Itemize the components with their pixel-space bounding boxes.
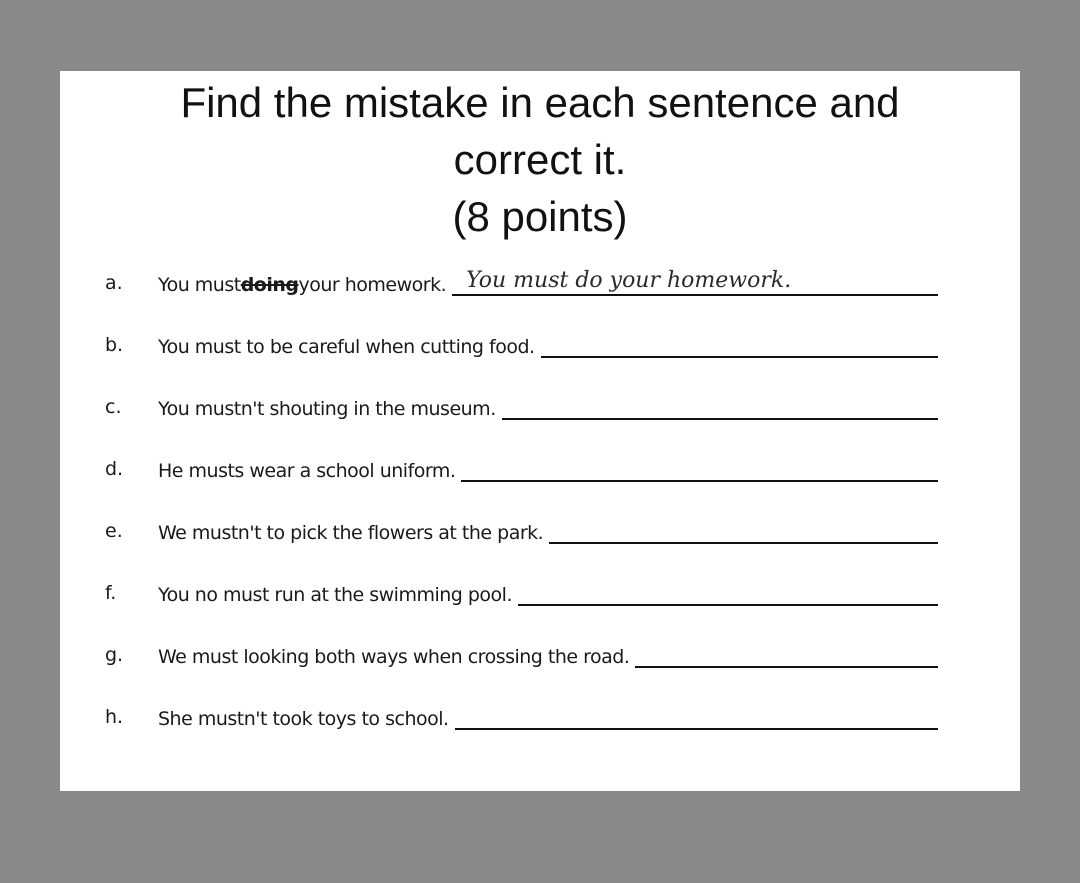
sentence-end: your homework.: [298, 274, 447, 296]
item-sentence: [158, 332, 938, 358]
sentence-text: You mustn't shouting in the museum.: [158, 398, 496, 420]
exercise-item-f: [60, 574, 1020, 614]
item-letter: f.: [105, 582, 117, 604]
answer-line[interactable]: [502, 394, 938, 420]
item-letter: d.: [105, 458, 124, 480]
sentence-start: You must: [158, 274, 241, 296]
exercise-item-c: [60, 388, 1020, 428]
exercise-item-e: [60, 512, 1020, 552]
title-line-2: correct it.: [453, 136, 627, 183]
item-letter: c.: [105, 396, 122, 418]
item-sentence: [158, 518, 938, 544]
exercise-item-d: [60, 450, 1020, 490]
title-line-1: Find the mistake in each sentence and: [180, 79, 900, 126]
answer-line[interactable]: [541, 332, 938, 358]
item-letter: g.: [105, 644, 124, 666]
struck-mistake: doing: [240, 274, 299, 296]
item-letter: a.: [105, 272, 123, 294]
exercise-item-b: [60, 326, 1020, 366]
answer-line[interactable]: [461, 456, 938, 482]
sentence-text: You must to be careful when cutting food.: [158, 336, 535, 358]
handwritten-answer: You must do your homework.: [466, 268, 792, 293]
exercise-item-g: [60, 636, 1020, 676]
exercise-item-a: [60, 264, 1020, 304]
answer-line[interactable]: [452, 270, 938, 296]
item-sentence: [158, 704, 938, 730]
sentence-text: We mustn't to pick the flowers at the park.: [158, 522, 544, 544]
answer-line[interactable]: [455, 704, 938, 730]
answer-line[interactable]: [549, 518, 938, 544]
item-sentence: [158, 580, 938, 606]
exercise-item-h: [60, 698, 1020, 738]
sentence-text: You no must run at the swimming pool.: [158, 584, 513, 606]
item-letter: e.: [105, 520, 123, 542]
item-sentence: [158, 642, 938, 668]
item-letter: b.: [105, 334, 124, 356]
worksheet: [60, 71, 1020, 791]
item-sentence: [158, 456, 938, 482]
sentence-text: We must looking both ways when crossing the road.: [158, 646, 630, 668]
sentence-text: She mustn't took toys to school.: [158, 708, 449, 730]
sentence-text: He musts wear a school uniform.: [158, 460, 456, 482]
item-sentence: [158, 394, 938, 420]
item-letter: h.: [105, 706, 124, 728]
answer-line[interactable]: [518, 580, 938, 606]
item-sentence: [158, 270, 938, 296]
title-line-3: (8 points): [452, 193, 628, 240]
answer-line[interactable]: [635, 642, 938, 668]
